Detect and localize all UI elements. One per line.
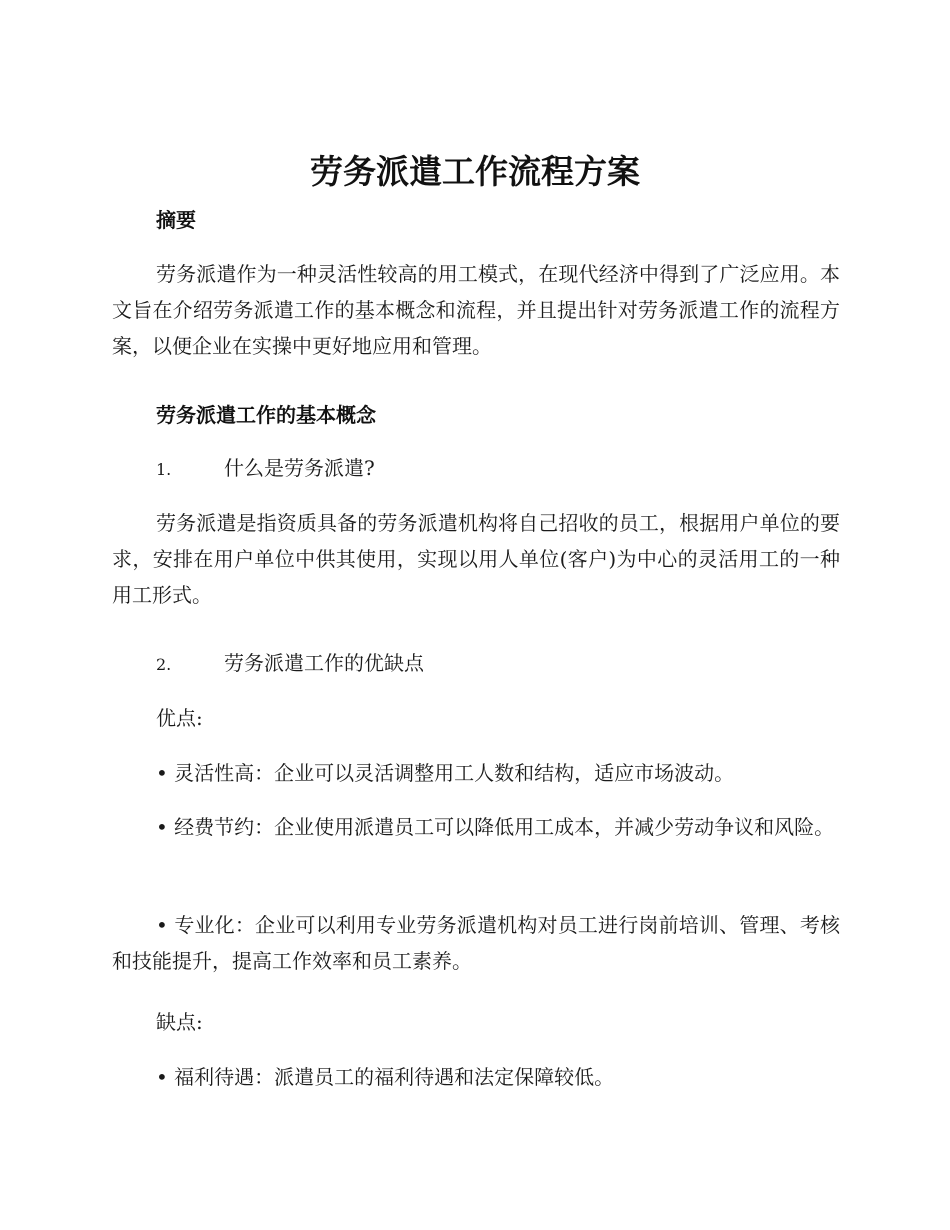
advantage-item: • 经费节约：企业使用派遣员工可以降低用工成本，并减少劳动争议和风险。 bbox=[156, 815, 835, 839]
abstract-heading: 摘要 bbox=[156, 208, 196, 232]
numbered-item-2 bbox=[112, 649, 840, 679]
item-label: 什么是劳务派遣? bbox=[224, 456, 375, 480]
advantage-item: • 灵活性高：企业可以灵活调整用工人数和结构，适应市场波动。 bbox=[156, 761, 735, 785]
item-label: 劳务派遣工作的优缺点 bbox=[224, 651, 424, 675]
disadvantages-label: 缺点: bbox=[156, 1010, 203, 1034]
document-title: 劳务派遣工作流程方案 bbox=[310, 152, 640, 191]
numbered-item-1 bbox=[112, 454, 840, 484]
advantages-label: 优点: bbox=[156, 706, 203, 730]
abstract-paragraph: 劳务派遣作为一种灵活性较高的用工模式，在现代经济中得到了广泛应用。本文旨在介绍劳务派遣工作的基本概念和流程，并且提出针对劳务派遣工作的流程方案，以便企业在实操中更好地应用和管理。 bbox=[112, 262, 840, 358]
definition-paragraph: 劳务派遣是指资质具备的劳务派遣机构将自己招收的员工，根据用户单位的要求，安排在用户单位中供其使用，实现以用人单位(客户)为中心的灵活用工的一种用工形式。 bbox=[112, 511, 840, 607]
item-number: 1. bbox=[156, 460, 172, 479]
disadvantage-item: • 福利待遇：派遣员工的福利待遇和法定保障较低。 bbox=[156, 1065, 615, 1089]
section-heading-basic-concepts: 劳务派遣工作的基本概念 bbox=[156, 403, 376, 427]
advantage-item: • 专业化：企业可以利用专业劳务派遣机构对员工进行岗前培训、管理、考核和技能提升，提高工作效率和员工素养。 bbox=[112, 913, 840, 973]
item-number: 2. bbox=[156, 655, 172, 674]
